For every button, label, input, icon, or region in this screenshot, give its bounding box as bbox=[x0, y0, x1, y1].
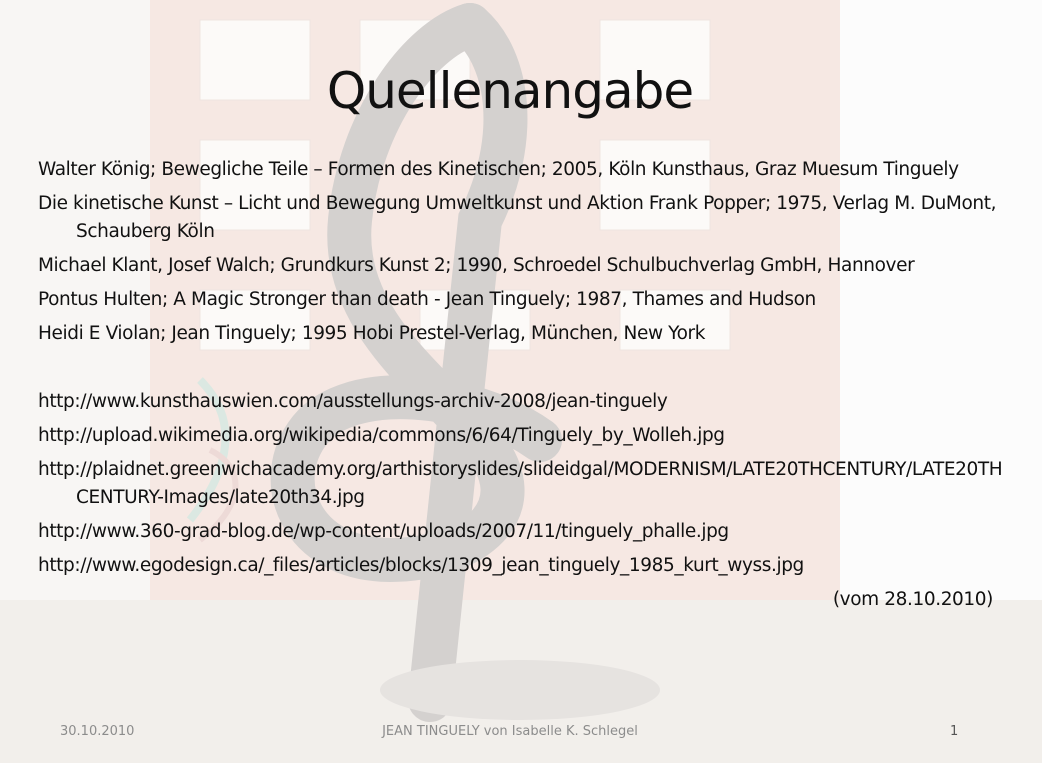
url-reference: http://www.360-grad-blog.de/wp-content/uploads/2007/11/tinguely_phalle.jpg bbox=[38, 521, 729, 542]
book-reference: Die kinetische Kunst – Licht und Bewegung Umweltkunst und Aktion Frank Popper; 1975, Verlag M. DuMont, Schauberg Köln bbox=[38, 193, 997, 242]
section-spacer bbox=[38, 354, 1003, 388]
url-reference: http://www.egodesign.ca/_files/articles/blocks/1309_jean_tinguely_1985_kurt_wyss.jpg bbox=[38, 555, 804, 576]
page-number: 1 bbox=[950, 724, 959, 739]
book-reference: Michael Klant, Josef Walch; Grundkurs Kunst 2; 1990, Schroedel Schulbuchverlag GmbH, Hannover bbox=[38, 255, 915, 276]
book-reference: Heidi E Violan; Jean Tinguely; 1995 Hobi Prestel-Verlag, München, New York bbox=[38, 323, 706, 344]
access-date: (vom 28.10.2010) bbox=[832, 589, 993, 610]
slide-title: Quellenangabe bbox=[326, 62, 694, 120]
url-reference: http://upload.wikimedia.org/wikipedia/commons/6/64/Tinguely_by_Wolleh.jpg bbox=[38, 425, 725, 446]
footer-title: JEAN TINGUELY von Isabelle K. Schlegel bbox=[382, 724, 638, 739]
url-reference: http://www.kunsthauswien.com/ausstellungs-archiv-2008/jean-tinguely bbox=[38, 391, 668, 412]
footer-date: 30.10.2010 bbox=[60, 724, 135, 739]
book-reference: Walter König; Bewegliche Teile – Formen des Kinetischen; 2005, Köln Kunsthaus, Graz Muesum Tinguely bbox=[38, 159, 959, 180]
book-reference: Pontus Hulten; A Magic Stronger than death - Jean Tinguely; 1987, Thames and Hudson bbox=[38, 289, 816, 310]
url-reference: http://plaidnet.greenwichacademy.org/arthistoryslides/slideidgal/MODERNISM/LATE20THCENTURY/LATE20THCENTURY-Images/late20th34.jpg bbox=[38, 459, 1003, 508]
reference-list bbox=[38, 156, 1003, 620]
